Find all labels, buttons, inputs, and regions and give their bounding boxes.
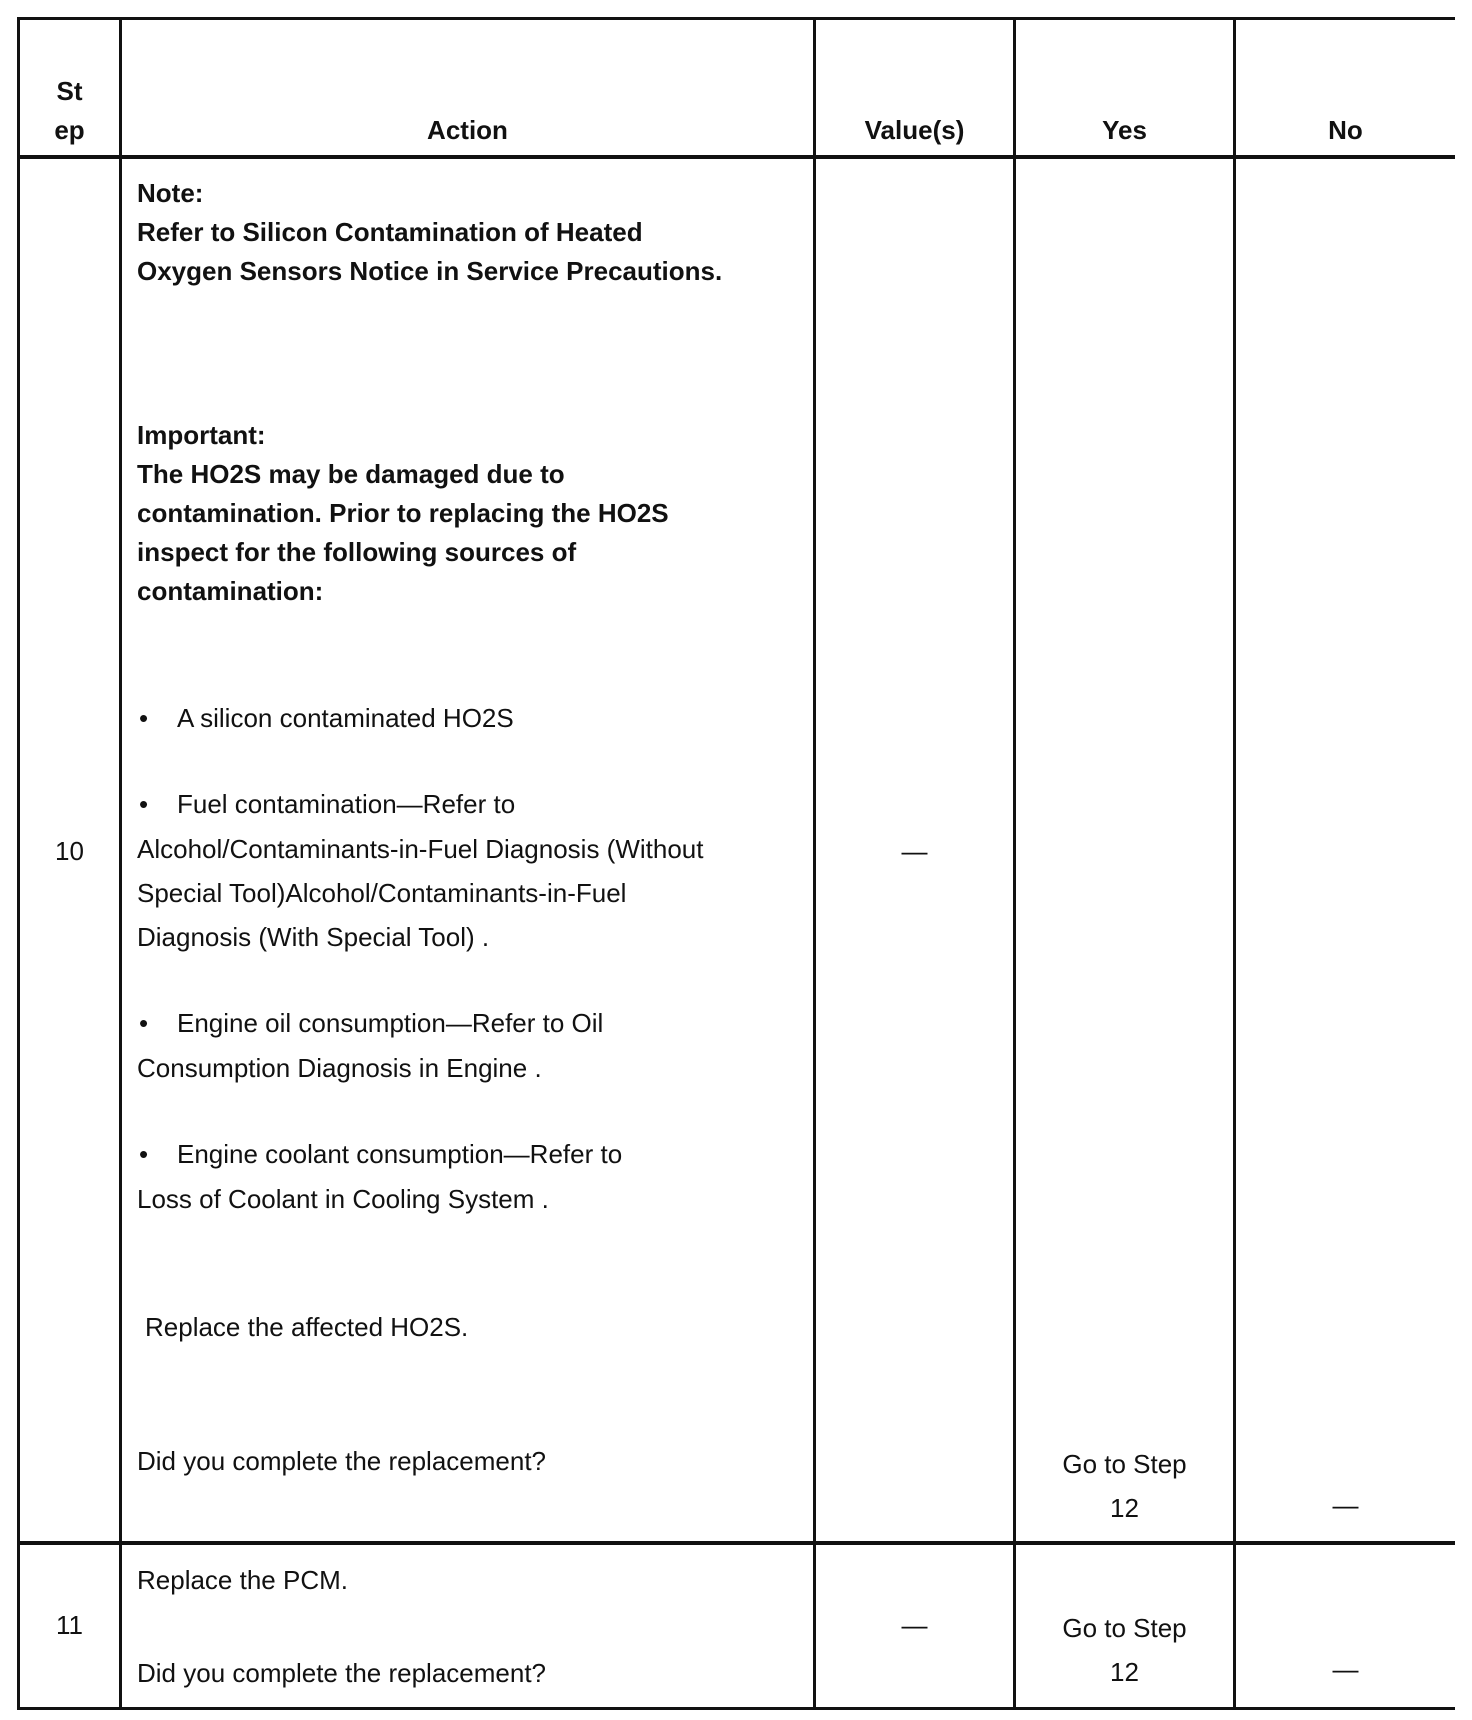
note-line-1: Refer to Silicon Contamination of Heated bbox=[137, 217, 643, 247]
replace-ho2s-text: Replace the affected HO2S. bbox=[145, 1312, 469, 1342]
no-cell: — bbox=[1332, 1654, 1359, 1684]
bullet-dot: • bbox=[139, 1139, 149, 1169]
important-label: Important: bbox=[137, 420, 266, 450]
bullet-fuel-line-4: Diagnosis (With Special Tool) . bbox=[137, 922, 490, 952]
value-cell: — bbox=[901, 1610, 928, 1640]
header-yes: Yes bbox=[1102, 115, 1147, 145]
bullet-dot: • bbox=[139, 789, 149, 819]
completion-question: Did you complete the replacement? bbox=[137, 1446, 547, 1476]
replace-pcm-text: Replace the PCM. bbox=[137, 1565, 348, 1595]
yes-go-to-step bbox=[1016, 1606, 1233, 1694]
yes-line-1: Go to Step bbox=[1062, 1613, 1187, 1643]
yes-go-to-step bbox=[1016, 1442, 1233, 1530]
row-step-number: 11 bbox=[56, 1610, 83, 1640]
bullet-fuel-line-2: Alcohol/Contaminants-in-Fuel Diagnosis (Without bbox=[137, 834, 704, 864]
value-cell: — bbox=[901, 836, 928, 866]
header-step-line1: St bbox=[56, 76, 83, 106]
header-step bbox=[20, 72, 119, 150]
row-divider bbox=[17, 1541, 1455, 1545]
important-line-1: The HO2S may be damaged due to bbox=[137, 459, 565, 489]
column-divider bbox=[1233, 17, 1236, 1710]
bullet-dot: • bbox=[139, 1008, 149, 1038]
important-line-3: inspect for the following sources of bbox=[137, 537, 577, 567]
bullet-oil-line-2: Consumption Diagnosis in Engine . bbox=[137, 1053, 542, 1083]
header-action: Action bbox=[427, 115, 508, 145]
bullet-silicon: A silicon contaminated HO2S bbox=[177, 703, 514, 733]
header-step-line2: ep bbox=[54, 115, 85, 145]
important-line-2: contamination. Prior to replacing the HO2S bbox=[137, 498, 669, 528]
header-values: Value(s) bbox=[864, 115, 965, 145]
header-divider bbox=[17, 155, 1455, 159]
completion-question: Did you complete the replacement? bbox=[137, 1658, 547, 1688]
column-divider bbox=[119, 17, 122, 1710]
yes-line-2: 12 bbox=[1110, 1657, 1139, 1687]
bullet-fuel-line-1: Fuel contamination—Refer to bbox=[177, 789, 516, 819]
no-cell: — bbox=[1332, 1490, 1359, 1520]
bullet-coolant-line-1: Engine coolant consumption—Refer to bbox=[177, 1139, 623, 1169]
bullet-oil-line-1: Engine oil consumption—Refer to Oil bbox=[177, 1008, 604, 1038]
bullet-fuel-line-3: Special Tool)Alcohol/Contaminants-in-Fuel bbox=[137, 878, 627, 908]
important-line-4: contamination: bbox=[137, 576, 324, 606]
yes-line-1: Go to Step bbox=[1062, 1449, 1187, 1479]
note-label: Note: bbox=[137, 178, 204, 208]
bullet-dot: • bbox=[139, 703, 149, 733]
note-line-2: Oxygen Sensors Notice in Service Precautions. bbox=[137, 256, 723, 286]
yes-line-2: 12 bbox=[1110, 1493, 1139, 1523]
header-no: No bbox=[1328, 115, 1363, 145]
bullet-coolant-line-2: Loss of Coolant in Cooling System . bbox=[137, 1184, 549, 1214]
row-step-number: 10 bbox=[55, 836, 84, 866]
